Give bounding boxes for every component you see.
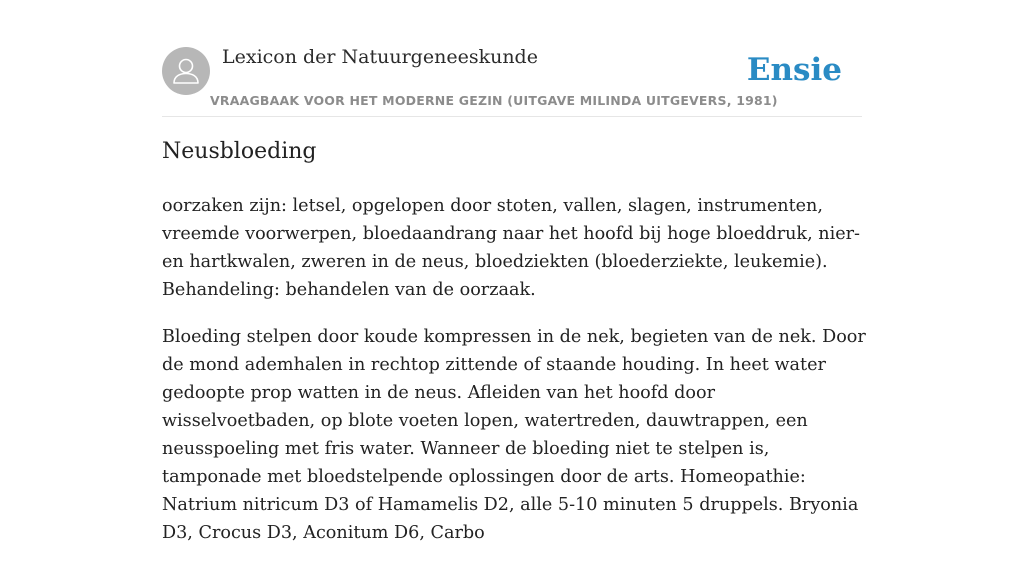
- source-subtitle: VRAAGBAAK VOOR HET MODERNE GEZIN (UITGAVE MILINDA UITGEVERS, 1981): [210, 93, 778, 108]
- person-outline-icon: [162, 47, 210, 95]
- user-avatar-icon[interactable]: [162, 47, 210, 95]
- source-header: [162, 46, 862, 117]
- entry-title: Neusbloeding: [162, 139, 317, 164]
- entry-paragraph: oorzaken zijn: letsel, opgelopen door stoten, vallen, slagen, instrumenten, vreemde voorwerpen, bloedaandrang naar het hoofd bij hoge bloeddruk, nier- en hartkwalen, zweren in de neus, bloedziekten (bloederziekte, leukemie). Behandeling: behandelen van de oorzaak.: [162, 196, 861, 300]
- entry-paragraph: Bloeding stelpen door koude kompressen in de nek, begieten van de nek. Door de mond ademhalen in rechtop zittende of staande houding. In heet water gedoopte prop watten in de neus. Afleiden van het hoofd door wisselvoetbaden, op blote voeten lopen, watertreden, dauwtrappen, een neusspoeling met fris water. Wanneer de bloeding niet te stelpen is, tamponade met bloedstelpende oplossingen door de arts. Homeopathie: Natrium nitricum D3 of Hamamelis D2, alle 5-10 minuten 5 druppels. Bryonia D3, Crocus D3, Aconitum D6, Carbo: [162, 327, 866, 543]
- entry-content: [162, 192, 867, 566]
- ensie-logo[interactable]: Ensie: [746, 52, 842, 88]
- source-title[interactable]: Lexicon der Natuurgeneeskunde: [222, 46, 538, 68]
